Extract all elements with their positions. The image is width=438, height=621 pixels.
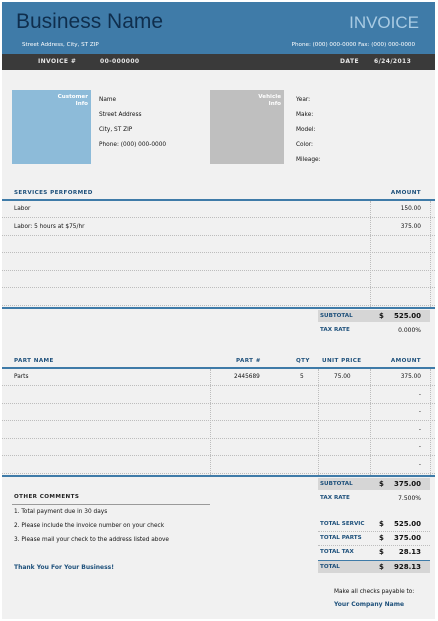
invoice-header	[2, 2, 435, 54]
payable-to-note: Make all checks payable to:	[334, 589, 415, 595]
parts-bottom-rule	[2, 475, 435, 477]
comment-line-2[interactable]: 2. Please include the invoice number on your check	[14, 523, 165, 529]
total-service-currency: $	[379, 520, 384, 528]
business-address[interactable]: Street Address, City, ST ZIP	[22, 42, 99, 48]
services-subtotal-value: 525.00	[393, 312, 421, 320]
vehicle-info-box	[210, 90, 284, 164]
invoice-sheet	[2, 2, 435, 619]
parts-subtotal-currency: $	[379, 480, 384, 488]
business-name[interactable]: Business Name	[16, 10, 164, 33]
services-tax-label: TAX RATE	[320, 327, 350, 333]
services-col-divider	[370, 201, 371, 307]
services-amount-heading: AMOUNT	[390, 190, 421, 196]
services-tax-value[interactable]: 0.000%	[398, 327, 421, 334]
parts-col-divider-3	[370, 369, 371, 475]
customer-phone[interactable]: Phone: (000) 000-0000	[99, 142, 167, 148]
comments-heading: OTHER COMMENTS	[14, 494, 80, 500]
parts-subtotal-label: SUBTOTAL	[320, 481, 353, 487]
customer-info-label	[58, 94, 88, 108]
payable-company-name[interactable]: Your Company Name	[334, 601, 405, 608]
service-amount[interactable]: 375.00	[400, 223, 421, 230]
grand-total-value: 928.13	[393, 563, 421, 571]
totals-divider-2	[318, 545, 430, 546]
date-value[interactable]: 6/24/2013	[374, 58, 412, 65]
services-subtotal-label: SUBTOTAL	[320, 313, 353, 319]
parts-tax-value[interactable]: 7.500%	[398, 495, 421, 502]
vehicle-mileage[interactable]: Mileage:	[296, 157, 321, 163]
services-subtotal-currency: $	[379, 312, 384, 320]
total-parts-label: TOTAL PARTS	[320, 535, 362, 541]
comments-rule	[12, 504, 210, 505]
parts-unit-price-heading: UNIT PRICE	[322, 358, 362, 364]
parts-col-divider-2	[318, 369, 319, 475]
vehicle-info-label	[258, 94, 281, 108]
customer-label-line1: Customer	[57, 94, 88, 100]
vehicle-label-line1: Vehicle	[258, 94, 281, 100]
totals-divider-1	[318, 531, 430, 532]
parts-amount-heading: AMOUNT	[390, 358, 421, 364]
total-tax-label: TOTAL TAX	[320, 549, 354, 555]
parts-name-heading: PART NAME	[14, 358, 54, 364]
customer-name[interactable]: Name	[99, 97, 117, 103]
vehicle-year[interactable]: Year:	[296, 97, 311, 103]
customer-city[interactable]: City, ST ZIP	[99, 127, 133, 133]
comment-line-3[interactable]: 3. Please mail your check to the address listed above	[14, 537, 169, 543]
invoice-number-bar	[2, 54, 435, 70]
service-description[interactable]: Labor: 5 hours at $75/hr	[14, 223, 85, 230]
document-title: INVOICE	[349, 13, 419, 32]
part-qty[interactable]: 5	[300, 374, 304, 380]
customer-label-line2: Info	[75, 101, 88, 107]
part-amount[interactable]: -	[418, 391, 421, 398]
part-amount[interactable]: -	[418, 409, 421, 416]
part-amount[interactable]: 375.00	[400, 374, 421, 380]
parts-number-heading: PART #	[236, 358, 261, 364]
vehicle-color[interactable]: Color:	[296, 142, 313, 148]
service-amount[interactable]: 150.00	[400, 206, 421, 212]
parts-tax-label: TAX RATE	[320, 495, 350, 501]
service-description[interactable]: Labor	[14, 206, 31, 212]
part-amount[interactable]: -	[418, 426, 421, 433]
total-tax-value: 28.13	[398, 548, 421, 556]
vehicle-make[interactable]: Make:	[296, 112, 314, 118]
total-service-value: 525.00	[393, 520, 421, 528]
invoice-number-label: INVOICE #	[38, 58, 77, 65]
parts-col-divider-1	[210, 369, 211, 475]
thank-you-note[interactable]: Thank You For Your Business!	[14, 564, 114, 571]
total-service-label: TOTAL SERVIC	[320, 521, 365, 527]
total-tax-currency: $	[379, 548, 384, 556]
business-phone-fax[interactable]: Phone: (000) 000-0000 Fax: (000) 000-0000	[291, 42, 415, 48]
parts-subtotal-value: 375.00	[393, 480, 421, 488]
services-heading: SERVICES PERFORMED	[14, 190, 93, 196]
part-number[interactable]: 2445689	[234, 374, 260, 380]
parts-qty-heading: QTY	[296, 358, 310, 364]
vehicle-model[interactable]: Model:	[296, 127, 316, 133]
part-unit-price[interactable]: 75.00	[334, 374, 351, 380]
part-amount[interactable]: -	[418, 444, 421, 451]
total-parts-currency: $	[379, 534, 384, 542]
comment-line-1[interactable]: 1. Total payment due in 30 days	[14, 509, 108, 515]
invoice-number-value[interactable]: 00-000000	[100, 58, 140, 65]
total-parts-value: 375.00	[393, 534, 421, 542]
part-name[interactable]: Parts	[14, 374, 29, 380]
services-right-edge	[430, 201, 431, 307]
part-amount[interactable]: -	[418, 462, 421, 468]
vehicle-label-line2: Info	[268, 101, 281, 107]
customer-info-box	[12, 90, 91, 164]
grand-total-rule	[318, 560, 430, 561]
customer-street[interactable]: Street Address	[99, 112, 142, 118]
grand-total-label: TOTAL	[320, 564, 340, 570]
parts-right-edge	[430, 369, 431, 475]
services-bottom-rule	[2, 307, 435, 309]
grand-total-currency: $	[379, 563, 384, 571]
date-label: DATE	[340, 58, 359, 65]
